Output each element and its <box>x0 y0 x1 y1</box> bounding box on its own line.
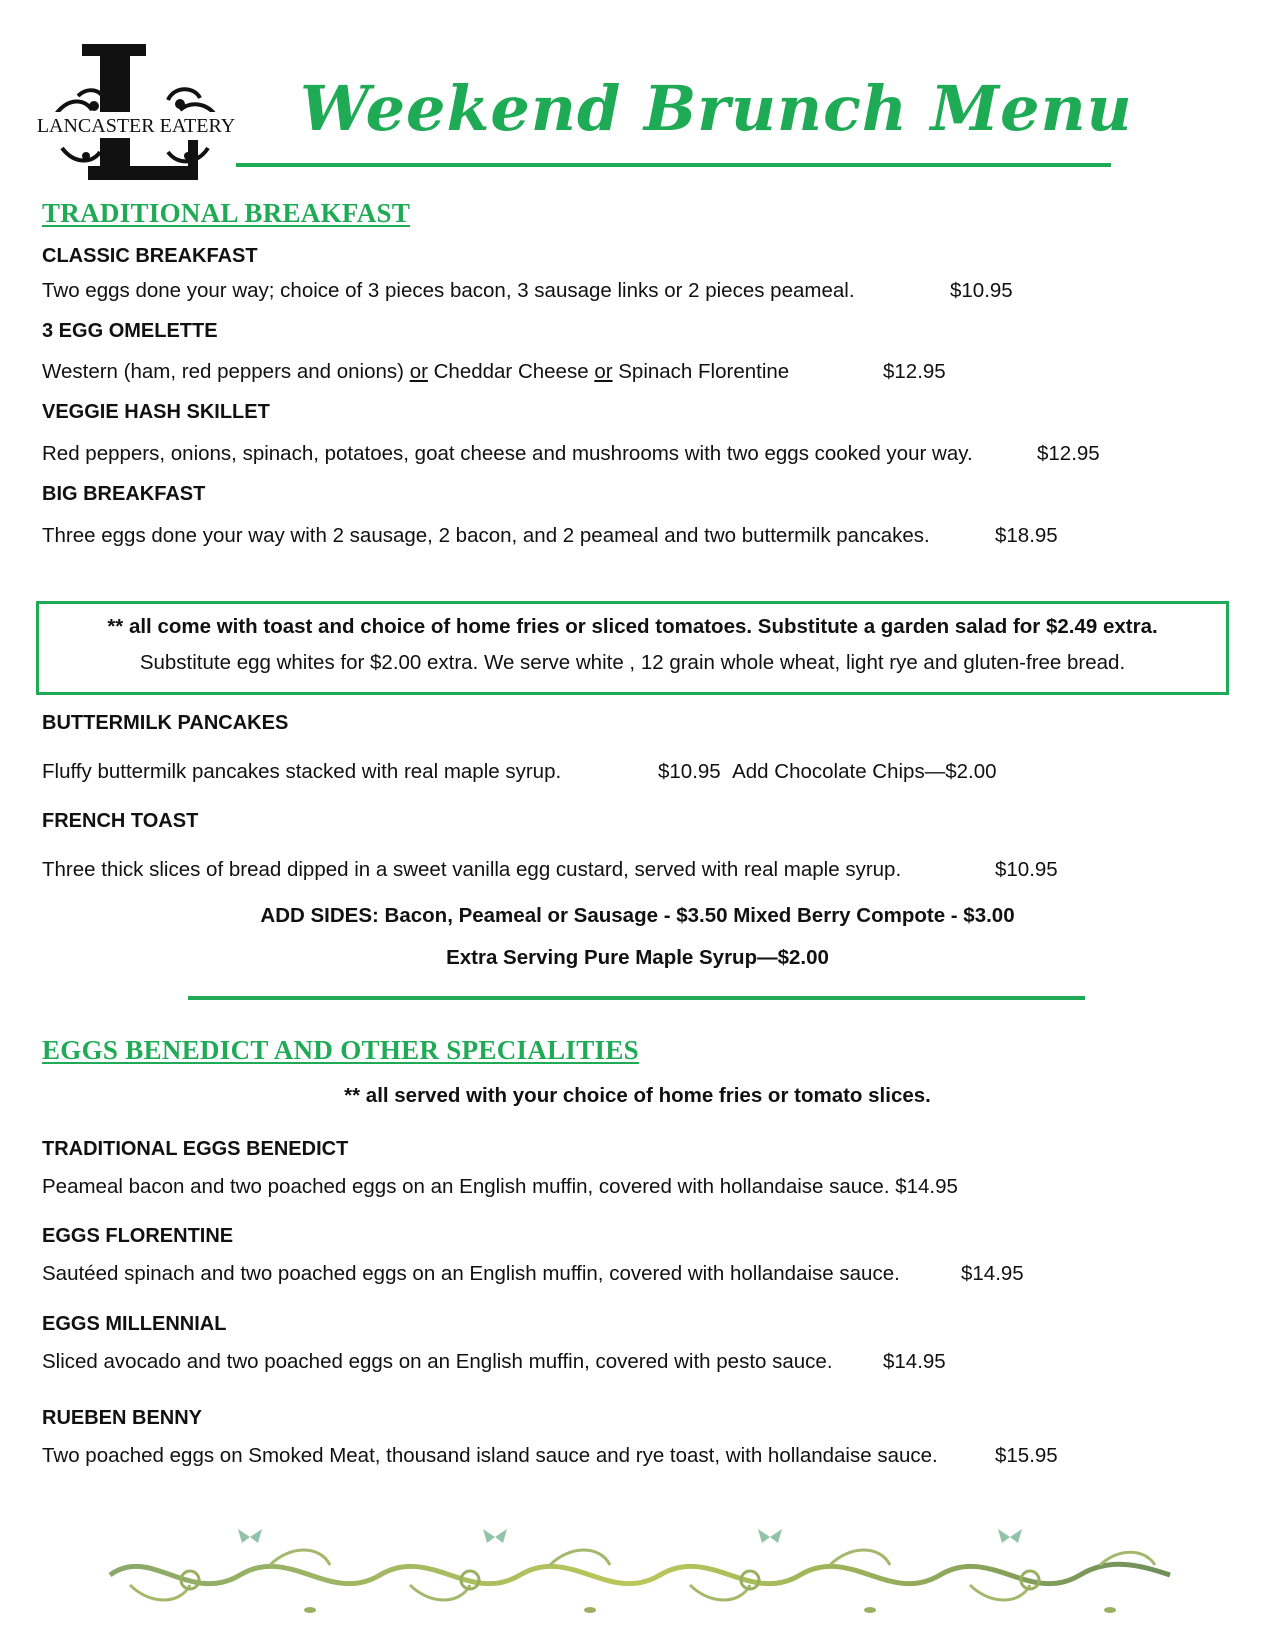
toast-note-line2: Substitute egg whites for $2.00 extra. We serve white , 12 grain whole wheat, light rye and gluten-free bread. <box>139 651 1126 674</box>
title-divider <box>236 163 1111 167</box>
page-title: Weekend Brunch Menu <box>300 72 1133 145</box>
item-name-eggs-florentine: EGGS FLORENTINE <box>42 1225 234 1247</box>
item-desc-traditional-benedict: Peameal bacon and two poached eggs on an English muffin, covered with hollandaise sauce. $14.95 <box>42 1175 958 1198</box>
item-name-eggs-millennial: EGGS MILLENNIAL <box>42 1313 227 1335</box>
item-price-classic-breakfast: $10.95 <box>950 279 1013 302</box>
item-desc-classic-breakfast: Two eggs done your way; choice of 3 pieces bacon, 3 sausage links or 2 pieces peameal. <box>42 279 855 302</box>
section-heading-traditional: TRADITIONAL BREAKFAST <box>42 198 411 228</box>
benedict-note: ** all served with your choice of home fries or tomato slices. <box>344 1084 931 1107</box>
maple-syrup-line: Extra Serving Pure Maple Syrup—$2.00 <box>446 946 829 969</box>
section-heading-benedict: EGGS BENEDICT AND OTHER SPECIALITIES <box>42 1035 639 1065</box>
item-name-big-breakfast: BIG BREAKFAST <box>42 483 206 505</box>
item-desc-pancakes: Fluffy buttermilk pancakes stacked with real maple syrup. <box>42 760 562 783</box>
section-divider <box>188 996 1085 1000</box>
logo-text: LANCASTER EATERY <box>36 115 236 137</box>
add-sides-line: ADD SIDES: Bacon, Peameal or Sausage - $3.50 Mixed Berry Compote - $3.00 <box>260 904 1015 927</box>
item-price-french-toast: $10.95 <box>995 858 1058 881</box>
toast-note-line1: ** all come with toast and choice of home fries or sliced tomatoes. Substitute a garden salad for $2.49 extra. <box>107 615 1158 638</box>
item-desc-omelette: Western (ham, red peppers and onions) or Cheddar Cheese or Spinach Florentine <box>42 360 790 383</box>
lancaster-eatery-logo <box>36 40 236 190</box>
item-price-pancakes: $10.95 Add Chocolate Chips—$2.00 <box>658 760 997 783</box>
item-name-traditional-benedict: TRADITIONAL EGGS BENEDICT <box>42 1138 349 1160</box>
item-price-omelette: $12.95 <box>883 360 946 383</box>
item-name-veggie-hash: VEGGIE HASH SKILLET <box>42 401 270 423</box>
item-price-big-breakfast: $18.95 <box>995 524 1058 547</box>
floral-ornament-border <box>110 1525 1170 1625</box>
item-name-pancakes: BUTTERMILK PANCAKES <box>42 712 289 734</box>
item-desc-french-toast: Three thick slices of bread dipped in a sweet vanilla egg custard, served with real maple syrup. <box>42 858 902 881</box>
item-desc-eggs-florentine: Sautéed spinach and two poached eggs on an English muffin, covered with hollandaise sauce. <box>42 1262 900 1285</box>
item-name-classic-breakfast: CLASSIC BREAKFAST <box>42 245 258 267</box>
item-desc-veggie-hash: Red peppers, onions, spinach, potatoes, goat cheese and mushrooms with two eggs cooked your way. <box>42 442 973 465</box>
item-name-french-toast: FRENCH TOAST <box>42 810 199 832</box>
item-price-veggie-hash: $12.95 <box>1037 442 1100 465</box>
item-price-rueben-benny: $15.95 <box>995 1444 1058 1467</box>
item-desc-big-breakfast: Three eggs done your way with 2 sausage, 2 bacon, and 2 peameal and two buttermilk pancakes. <box>42 524 930 547</box>
item-price-eggs-florentine: $14.95 <box>961 1262 1024 1285</box>
item-price-eggs-millennial: $14.95 <box>883 1350 946 1373</box>
item-desc-eggs-millennial: Sliced avocado and two poached eggs on an English muffin, covered with pesto sauce. <box>42 1350 833 1373</box>
item-name-omelette: 3 EGG OMELETTE <box>42 320 218 342</box>
item-desc-rueben-benny: Two poached eggs on Smoked Meat, thousand island sauce and rye toast, with hollandaise sauce. <box>42 1444 938 1467</box>
item-name-rueben-benny: RUEBEN BENNY <box>42 1407 203 1429</box>
